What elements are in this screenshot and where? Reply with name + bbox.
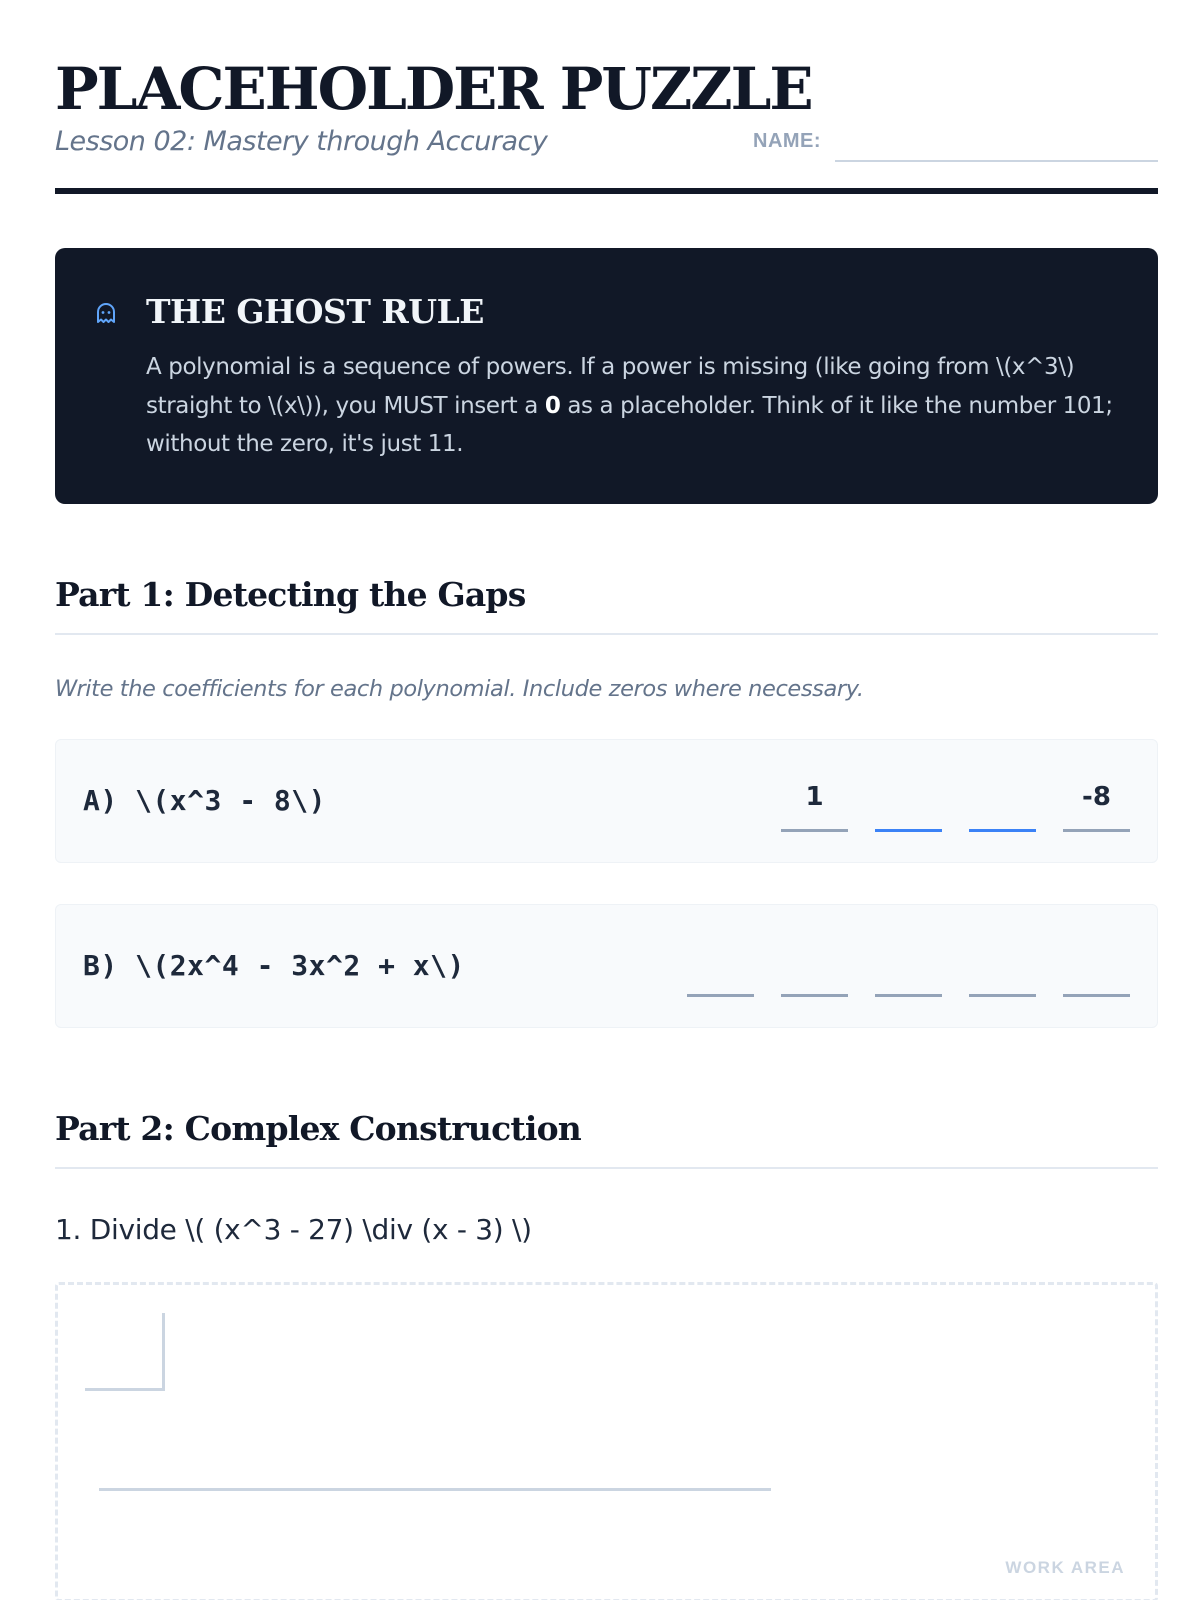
coefficient-blank[interactable] <box>1063 945 1130 997</box>
rule-text: A polynomial is a sequence of powers. If a power is missing (like going from \(x^3\) straight to \(x\)), you MUST insert a 0 as a placeholder. Think of it like the number 101; without the zero, it's just 11. <box>146 354 1113 457</box>
problem-expression: A) \(x^3 - 8\) <box>83 784 327 817</box>
name-label: NAME: <box>753 130 822 152</box>
coefficient-blank[interactable]: -8 <box>1063 780 1130 832</box>
problem-expression: B) \(2x^4 - 3x^2 + x\) <box>83 949 465 982</box>
part2-divider <box>55 1167 1158 1169</box>
part2-title: Part 2: Complex Construction <box>55 1109 581 1148</box>
part1-title: Part 1: Detecting the Gaps <box>55 575 526 614</box>
coefficient-blank[interactable] <box>875 945 942 997</box>
rule-text-emphasis: 0 <box>544 392 561 419</box>
problem-card-a <box>55 739 1158 863</box>
answer-line <box>99 1488 771 1491</box>
coefficient-blank[interactable] <box>969 780 1036 832</box>
name-field[interactable] <box>835 160 1158 162</box>
coefficient-blank[interactable]: 1 <box>781 780 848 832</box>
ghost-icon <box>95 302 117 326</box>
coefficient-blanks <box>687 945 1130 997</box>
work-area[interactable] <box>55 1282 1158 1600</box>
coefficient-blank[interactable] <box>781 945 848 997</box>
coefficient-blank[interactable] <box>969 945 1036 997</box>
work-area-label: WORK AREA <box>1005 1558 1125 1577</box>
question-1: 1. Divide \( (x^3 - 27) \div (x - 3) \) <box>55 1213 532 1246</box>
coefficient-blank[interactable] <box>875 780 942 832</box>
coefficient-blank[interactable] <box>687 945 754 997</box>
ghost-rule-callout <box>55 248 1158 504</box>
part1-instruction: Write the coefficients for each polynomial. Include zeros where necessary. <box>55 676 864 702</box>
page-title: PLACEHOLDER PUZZLE <box>55 55 812 123</box>
problem-card-b <box>55 904 1158 1028</box>
lesson-subtitle: Lesson 02: Mastery through Accuracy <box>55 126 548 157</box>
part1-divider <box>55 633 1158 635</box>
header-divider <box>55 188 1158 194</box>
rule-title: THE GHOST RULE <box>146 292 484 331</box>
coefficient-blanks <box>781 780 1130 832</box>
division-bracket <box>85 1313 165 1391</box>
